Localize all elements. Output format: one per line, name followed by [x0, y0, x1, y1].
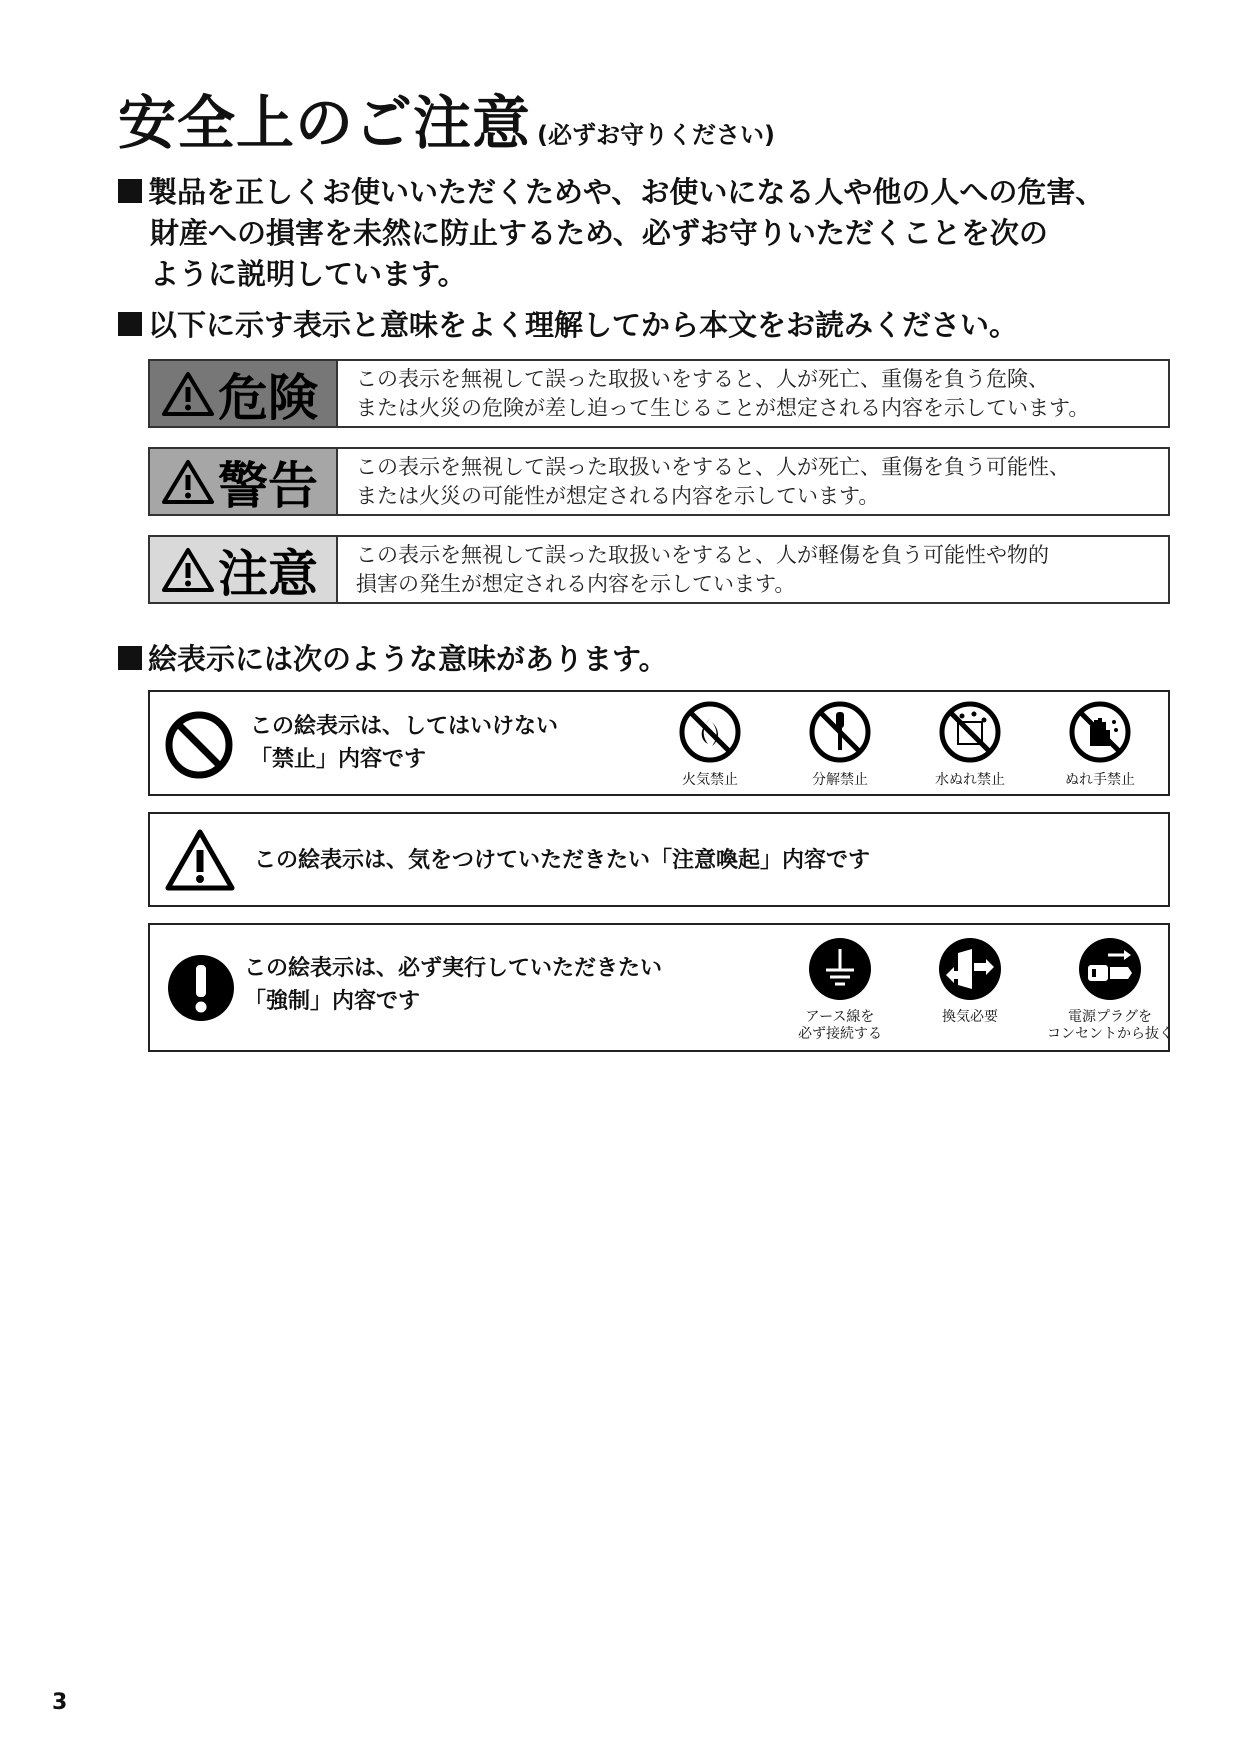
caution-label-text: 注意 [218, 544, 318, 603]
caution-desc-line2: 損害の発生が想定される内容を示しています。 [356, 572, 796, 596]
ground-caption-line2: 必ず接続する [798, 1026, 882, 1042]
unplug-caption-line1: 電源プラグを [1068, 1009, 1152, 1025]
mandatory-text [244, 952, 662, 1018]
ground-icon [808, 937, 872, 1001]
no-disassembly-caption: 分解禁止 [812, 772, 868, 788]
unplug-icon [1078, 937, 1142, 1001]
no-fire-icon [678, 700, 742, 764]
no-wet-hands-item [1045, 700, 1155, 789]
danger-label-text: 危険 [218, 368, 318, 427]
caution-triangle-icon [164, 828, 236, 892]
caution-pictogram-box [148, 812, 1170, 907]
warning-description [338, 449, 1168, 514]
danger-desc-line1: この表示を無視して誤った取扱いをすると、人が死亡、重傷を負う危険、 [356, 367, 1049, 391]
mandatory-text-line2: 「強制」内容です [244, 989, 421, 1014]
no-water-caption: 水ぬれ禁止 [935, 772, 1005, 788]
no-disassembly-icon [808, 700, 872, 764]
section-intro-line1: 製品を正しくお使いいただくためや、お使いになる人や他の人への危害、 [148, 175, 1105, 209]
square-bullet-icon [118, 646, 142, 670]
page-title [118, 88, 775, 170]
mandatory-box [148, 923, 1173, 1052]
caution-desc-line1: この表示を無視して誤った取扱いをすると、人が軽傷を負う可能性や物的 [356, 543, 1049, 567]
warning-triangle-icon [162, 459, 214, 505]
warning-box [148, 447, 1170, 516]
square-bullet-icon [118, 312, 142, 336]
section-intro-line3: ように説明しています。 [150, 257, 467, 291]
caution-label [150, 537, 338, 602]
danger-box [148, 359, 1170, 428]
ground-caption [775, 1009, 905, 1043]
unplug-caption-line2: コンセントから抜く [1047, 1026, 1173, 1042]
mandatory-action-icon [166, 953, 236, 1023]
warning-triangle-icon [162, 547, 214, 593]
title-subtitle: (必ずお守りください) [537, 121, 775, 149]
no-wet-hands-icon [1068, 700, 1132, 764]
caution-box [148, 535, 1170, 604]
section-legend-heading [118, 305, 1018, 346]
section-pictogram-heading [118, 639, 668, 680]
danger-description [338, 361, 1168, 426]
section-pictogram-text: 絵表示には次のような意味があります。 [148, 642, 668, 676]
no-water-item [915, 700, 1025, 789]
section-legend-text: 以下に示す表示と意味をよく理解してから本文をお読みください。 [148, 308, 1019, 342]
no-water-icon [938, 700, 1002, 764]
ground-item [775, 937, 905, 1043]
page-number: 3 [52, 1690, 68, 1715]
ventilation-caption [905, 1009, 1035, 1026]
ventilation-item [905, 937, 1035, 1026]
caution-pictogram-text: この絵表示は、気をつけていただきたい「注意喚起」内容です [254, 848, 871, 873]
danger-desc-line2: または火災の危険が差し迫って生じることが想定される内容を示しています。 [356, 396, 1090, 420]
prohibit-text-line2: 「禁止」内容です [250, 747, 427, 772]
title-text: 安全上のご注意 [118, 89, 532, 157]
warning-label [150, 449, 338, 514]
no-fire-item [655, 700, 765, 789]
unplug-caption [1035, 1009, 1185, 1043]
no-disassembly-item [785, 700, 895, 789]
unplug-item [1035, 937, 1185, 1043]
ventilation-icon [938, 937, 1002, 1001]
no-fire-caption: 火気禁止 [682, 772, 738, 788]
ventilation-caption-line1: 換気必要 [942, 1009, 998, 1025]
warning-desc-line1: この表示を無視して誤った取扱いをすると、人が死亡、重傷を負う可能性、 [356, 455, 1070, 479]
caution-description [338, 537, 1168, 602]
warning-desc-line2: または火災の可能性が想定される内容を示しています。 [356, 484, 880, 508]
square-bullet-icon [118, 179, 142, 203]
section-intro [118, 172, 1104, 295]
danger-label [150, 361, 338, 426]
no-wet-hands-caption: ぬれ手禁止 [1065, 772, 1135, 788]
warning-triangle-icon [162, 371, 214, 417]
prohibit-text [250, 710, 558, 776]
warning-label-text: 警告 [218, 456, 318, 515]
prohibit-box [148, 690, 1170, 796]
mandatory-text-line1: この絵表示は、必ず実行していただきたい [244, 956, 663, 981]
section-intro-line2: 財産への損害を未然に防止するため、必ずお守りいただくことを次の [150, 216, 1048, 250]
ground-caption-line1: アース線を [805, 1009, 875, 1025]
prohibited-icon [164, 710, 234, 780]
prohibit-text-line1: この絵表示は、してはいけない [250, 714, 559, 739]
